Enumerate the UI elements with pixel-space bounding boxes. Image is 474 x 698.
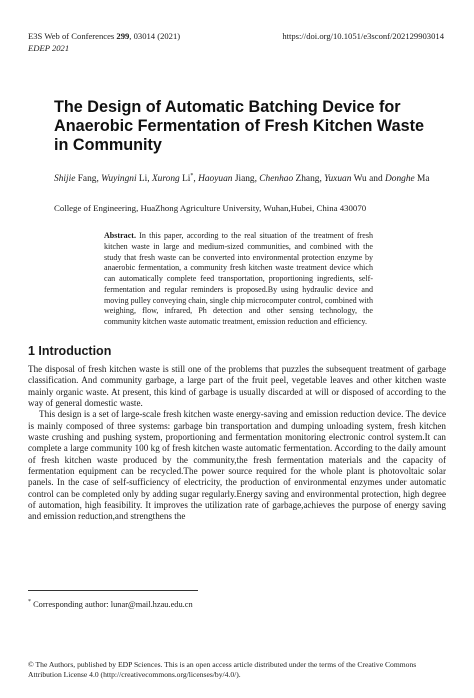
section-body bbox=[28, 364, 446, 523]
author-given-name: Shijie bbox=[54, 174, 76, 185]
author-family-name: Wu bbox=[351, 174, 367, 185]
footnote-text: Corresponding author: lunar@mail.hzau.edu.cn bbox=[31, 599, 193, 609]
author-separator: , bbox=[193, 174, 199, 185]
paragraph: This design is a set of large-scale fresh kitchen waste energy-saving and emission reduction device. The device is mainly composed of three systems: garbage bin transportation and dumping unloading system, fresh kitchen waste crushing and pushing system, proportioning and fermentation monitoring electronic control system.It can complete a large community 100 kg of fresh kitchen waste automatic fermentation. According to the daily amount of fresh kitchen waste produced by the community,the fresh fermentation materials and the capacity of fermentation equipment can be recycled.The power source required for the whole plant is photovoltaic solar panels. In the case of self-sufficiency of electricity, the production of environmental enzymes under automatic control can be completed only by adding sugar regularly.Energy saving and environmental protection, high degree of automation, high feasibility. It improves the utilization rate of garbage,achieves the purpose of energy saving and emission reduction,and strengthens the bbox=[28, 409, 446, 522]
footnote bbox=[28, 597, 193, 610]
journal-volume: 299 bbox=[116, 31, 130, 41]
author-family-name: Li bbox=[136, 174, 148, 185]
author-given-name: Xurong bbox=[151, 174, 180, 185]
conference-name: EDEP 2021 bbox=[28, 43, 70, 53]
author bbox=[385, 174, 430, 184]
running-header-left bbox=[28, 30, 180, 54]
footnote-mark: * bbox=[28, 599, 31, 605]
author bbox=[259, 174, 324, 184]
abstract-label: Abstract. bbox=[104, 231, 136, 240]
author bbox=[101, 174, 152, 184]
paper-title: The Design of Automatic Batching Device for Anaerobic Fermentation of Fresh Kitchen Waste in Community bbox=[54, 98, 424, 154]
abstract bbox=[104, 231, 373, 328]
footnote-divider bbox=[28, 590, 198, 591]
author-separator: , bbox=[319, 174, 325, 185]
author-separator: , bbox=[254, 174, 260, 185]
author-list bbox=[54, 170, 434, 186]
article-number: , 03014 (2021) bbox=[129, 31, 181, 41]
author bbox=[198, 174, 259, 184]
affiliation: College of Engineering, HuaZhong Agriculture University, Wuhan,Hubei, China 430070 bbox=[54, 203, 367, 213]
author bbox=[54, 174, 101, 184]
author-given-name: Yuxuan bbox=[324, 174, 352, 185]
author-given-name: Chenhao bbox=[259, 174, 294, 185]
author-family-name: Zhang bbox=[293, 174, 320, 185]
author-family-name: Li bbox=[179, 174, 191, 185]
section-heading: 1 Introduction bbox=[28, 344, 112, 358]
author-given-name: Donghe bbox=[384, 174, 415, 185]
author-family-name: Ma bbox=[414, 174, 430, 185]
abstract-text: In this paper, according to the real situation of the treatment of fresh kitchen waste in large and medium-sized communities, and combined with the study that fresh waste can be converted into environmental protection enzyme by anaerobic fermentation, a community fresh kitchen waste treatment device which can automatically complete feed transportation, proportioning ingredients, self-fermentation and regular reminders is proposed.By using hydraulic device and moving pulley conveying chain, single chip microcomputer control, combined with weighing, flow, infrared, Ph detection and other sensing technology, the community kitchen waste automatic treatment, emission reduction and efficiency. bbox=[104, 231, 373, 326]
doi-link[interactable]: https://doi.org/10.1051/e3sconf/202129903014 bbox=[282, 31, 444, 41]
paragraph: The disposal of fresh kitchen waste is still one of the problems that puzzles the subsequent treatment of garbage classification. And community garbage, a large part of the fruit peel, vegetable leaves and other kitchen waste mainly organic waste. At present, this kind of garbage is usually discarded at will or disposed of according to the way of general domestic waste. bbox=[28, 364, 446, 409]
journal-citation bbox=[28, 30, 180, 42]
author bbox=[152, 174, 198, 184]
journal-prefix: E3S Web of Conferences bbox=[28, 31, 117, 41]
author-family-name: Jiang bbox=[232, 174, 255, 185]
author-separator: , bbox=[147, 174, 152, 185]
author-given-name: Wuyingni bbox=[101, 174, 137, 185]
license-notice: © The Authors, published by EDP Sciences. This is an open access article distributed under the terms of the Creative Commons Attribution License 4.0 (http://creativecommons.org/licenses/by/4.0/). bbox=[28, 660, 417, 679]
author-family-name: Fang bbox=[75, 174, 97, 185]
corresponding-author-mark: * bbox=[190, 173, 194, 179]
author-separator: and bbox=[366, 174, 385, 185]
author-separator: , bbox=[96, 174, 102, 185]
author bbox=[324, 174, 385, 184]
author-given-name: Haoyuan bbox=[198, 174, 233, 185]
